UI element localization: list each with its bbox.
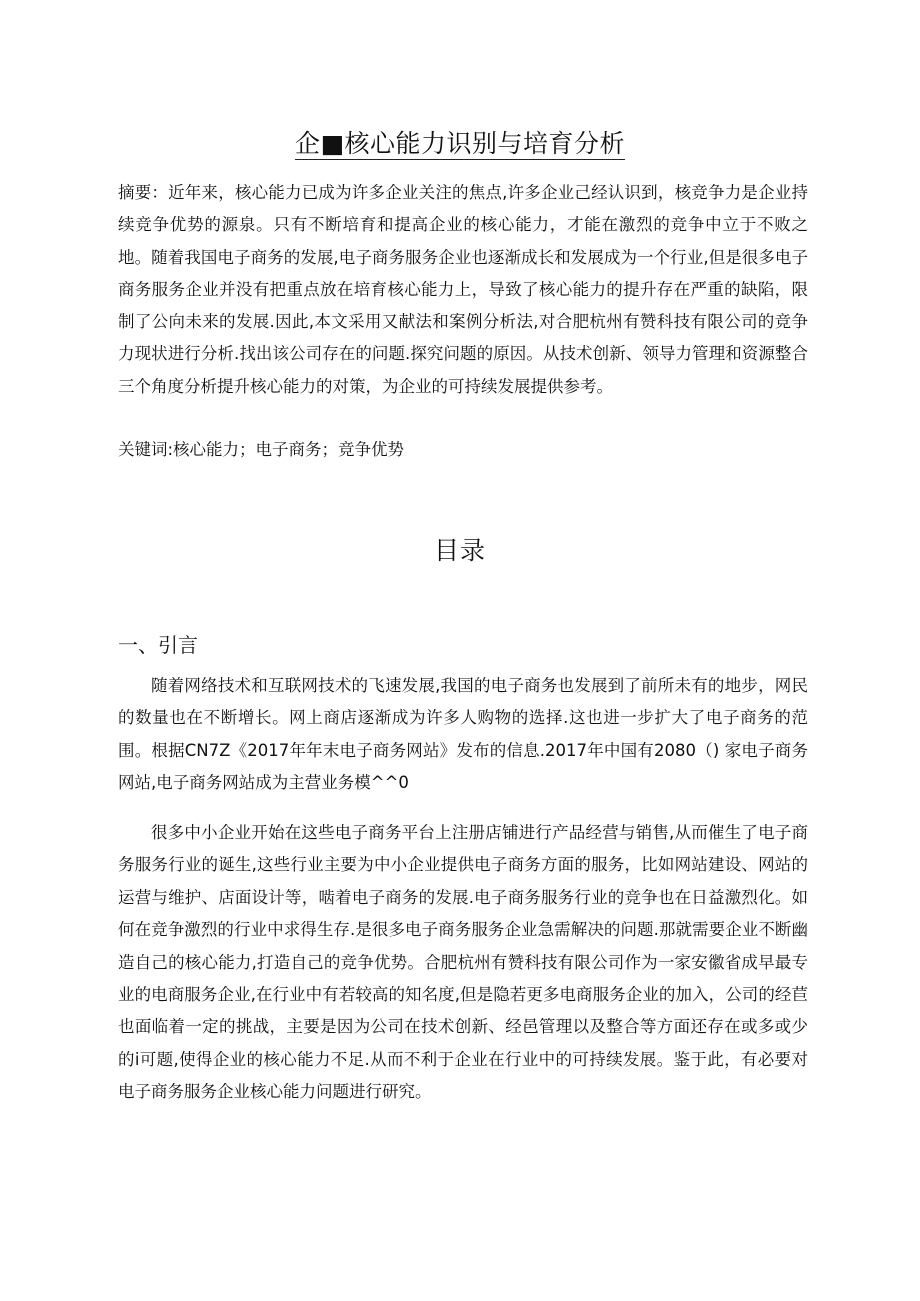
body-paragraph: 随着网络技术和互联网技术的飞速发展,我国的电子商务也发展到了前所未有的地步，网民的数量也在不断增长。网上商店逐渐成为许多人购物的选择.这也进一步扩大了电子商务的范围。根据CN7Z《2017年年末电子商务网站》发布的信息.2017年中国有2080（) 家电子商务网站,电子商务网站成为主营业务模^^0 <box>118 676 808 793</box>
abstract-paragraph: 摘要：近年来，核心能力已成为许多企业关注的焦点,许多企业己经认识到，核竞争力是企业持续竞争优势的源泉。只有不断培育和提高企业的核心能力，才能在激烈的竞争中立于不败之地。随着我国电子商务的发展,电子商务服务企业也逐渐成长和发展成为一个行业,但是很多电子商务服务企业并没有把重点放在培育核心能力上，导致了核心能力的提升存在严重的缺陷，限制了公向未来的发展.因此,本文采用又献法和案例分析法,对合肥杭州有赞科技有限公司的竞争力现状进行分析.找出该公司存在的问题.探究问题的原因。从技术创新、领导力管理和资源整合三个角度分析提升核心能力的对策，为企业的可持续发展提供参考。 <box>118 183 808 396</box>
keywords-line: 关键词:核心能力；电子商务；竞争优势 <box>118 440 405 459</box>
document-title <box>0 124 920 164</box>
document-title-text: 企■核心能力识别与培育分析 <box>294 129 626 158</box>
section-heading-introduction: 一、引言 <box>118 633 198 657</box>
toc-heading: 目录 <box>433 536 486 565</box>
body-paragraph: 很多中小企业开始在这些电子商务平台上注册店铺进行产品经营与销售,从而催生了电子商务服务行业的诞生,这些行业主要为中小企业提供电子商务方面的服务，比如网站建设、网站的运营与维护、店面设计等，啮着电子商务的发展.电子商务服务行业的竞争也在日益激烈化。如何在竞争激烈的行业中求得生存.是很多电子商务服务企业急需解决的问题.那就需要企业不断幽造自己的核心能力,打造自己的竞争优势。合肥杭州有赞科技有限公司作为一家安徽省成早最专业的电商服务企业,在行业中有若较高的知名度,但是隐若更多电商服务企业的加入，公司的经苣也面临着一定的挑战，主要是因为公司在技术创新、经邑管理以及整合等方面还存在或多或少的i可题,使得企业的核心能力不足.从而不利于企业在行业中的可持续发展。鉴于此，有必要对电子商务服务企业核心能力问题进行研究。 <box>118 823 808 1102</box>
